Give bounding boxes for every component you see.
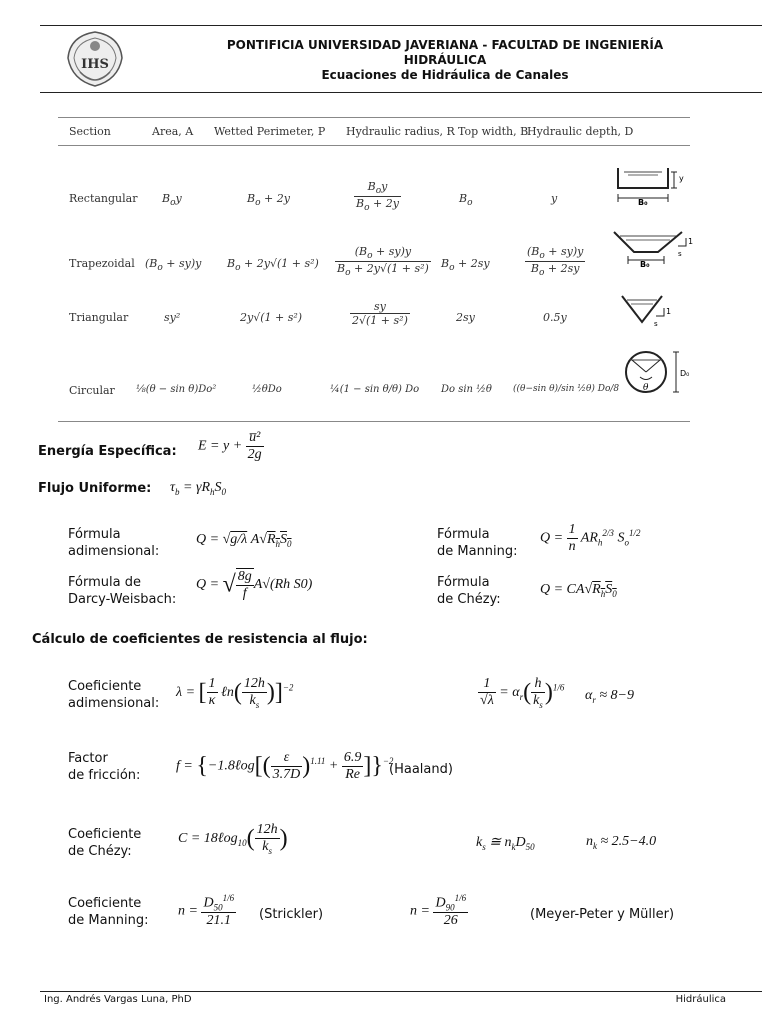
circ-depth: ((θ−sin θ)/sin ½θ) Do/8 bbox=[513, 384, 620, 394]
tri-radius: $\frac{sy}{\text{2√(1 + s²)}}$ bbox=[352, 300, 408, 327]
adim-equation: Q = √g/λ $A√R_hS_0$ bbox=[196, 532, 292, 549]
coef-chezy-equation: C = 18ℓog$_{10}$( $\frac{12h}{k_s}$ ) bbox=[178, 822, 288, 856]
svg-text:D₀: D₀ bbox=[680, 369, 690, 378]
haaland-label: (Haaland) bbox=[389, 762, 453, 777]
coef-manning-label: Coeficiente de Manning: bbox=[68, 896, 149, 928]
trap-depth: $\frac{(B_o + sy)y}{B_o + 2sy}$ bbox=[527, 245, 584, 279]
row-label-triangular: Triangular bbox=[69, 311, 129, 324]
trap-area: $(B_o + sy)y$ bbox=[145, 257, 202, 274]
strickler-label: (Strickler) bbox=[259, 907, 324, 922]
th-area: Area, A bbox=[152, 125, 194, 138]
footer-rule bbox=[40, 991, 762, 992]
rect-topwidth: $B_o$ bbox=[459, 192, 473, 209]
header-institution: PONTIFICIA UNIVERSIDAD JAVERIANA - FACULTAD DE INGENIERÍA bbox=[226, 38, 664, 52]
footer-subject: Hidráulica bbox=[675, 994, 726, 1005]
row-label-rectangular: Rectangular bbox=[69, 192, 138, 205]
ks-equation: $k_s$ ≅ $n_kD_{50}$ bbox=[476, 835, 535, 852]
th-radius: Hydraulic radius, R bbox=[346, 125, 455, 138]
svg-text:θ: θ bbox=[643, 383, 649, 393]
row-label-trapezoidal: Trapezoidal bbox=[69, 257, 135, 270]
strickler-equation: n = $\frac{D_{50}^{1/6}}{21.1}$ bbox=[178, 893, 235, 929]
circ-area: ⅛(θ − sin θ)Do² bbox=[136, 384, 217, 395]
manning-formula-equation: Q = $\frac{1}{n}$ $AR_h^{2/3}$ $S_o^{1/2}$ bbox=[540, 522, 641, 554]
row-label-circular: Circular bbox=[69, 384, 115, 397]
trap-radius: $\frac{(B_o + sy)y}{B_o + 2y√(1 + s^2)}$ bbox=[337, 245, 429, 279]
table-bottom-rule bbox=[58, 421, 690, 422]
manning-formula-label: Fórmula de Manning: bbox=[437, 527, 518, 559]
coef-adim-equation: λ = [ $\frac{1}{\kappa}$ ℓn( $\frac{12h}{k_s}$ )]$^{-2}$ bbox=[176, 676, 294, 710]
rect-depth: y bbox=[551, 192, 558, 205]
svg-text:y: y bbox=[679, 174, 684, 183]
energia-label: Energía Específica: bbox=[38, 444, 177, 459]
circular-section-sketch bbox=[616, 346, 696, 396]
circ-topwidth: Do sin ½θ bbox=[441, 384, 492, 395]
uniforme-equation: $\tau_b = \gamma R_hS_0$ bbox=[170, 480, 227, 497]
tri-area: sy² bbox=[164, 311, 181, 324]
footer-author: Ing. Andrés Vargas Luna, PhD bbox=[44, 994, 192, 1005]
trap-perimeter: $B_o + 2y√(1 + s^2)$ bbox=[227, 257, 319, 274]
coef-adim-label: Coeficiente adimensional: bbox=[68, 679, 160, 711]
th-topwidth: Top width, B bbox=[458, 125, 529, 138]
alpha-range: $\alpha_r \approx 8-9$ bbox=[585, 688, 635, 705]
trap-topwidth: $B_o + 2sy$ bbox=[441, 257, 490, 274]
coef-chezy-label: Coeficiente de Chézy: bbox=[68, 827, 142, 859]
resistencia-title: Cálculo de coeficientes de resistencia al flujo: bbox=[32, 632, 368, 647]
friccion-label: Factor de fricción: bbox=[68, 751, 141, 783]
mpm-label: (Meyer-Peter y Müller) bbox=[530, 907, 675, 922]
tri-depth: 0.5y bbox=[543, 311, 567, 324]
rect-perimeter: $B_o + 2y$ bbox=[247, 192, 290, 209]
rect-radius: $B_oy$ $B_o + 2y$ bbox=[356, 180, 399, 214]
tri-perimeter: 2y√(1 + s²) bbox=[240, 311, 303, 324]
th-perimeter: Wetted Perimeter, P bbox=[214, 125, 326, 138]
svg-text:1: 1 bbox=[688, 237, 694, 246]
triangular-section-sketch bbox=[618, 290, 678, 330]
circ-radius: ¼(1 − sin θ/θ) Do bbox=[330, 384, 420, 395]
svg-text:s: s bbox=[654, 320, 658, 328]
svg-text:B₀: B₀ bbox=[638, 198, 648, 207]
adim-label: Fórmula adimensional: bbox=[68, 527, 160, 559]
table-header-rule bbox=[58, 145, 690, 146]
th-section: Section bbox=[69, 125, 111, 138]
header-bottom-rule bbox=[40, 92, 762, 93]
coef-adim-equation-2: $\frac{1}{√\lambda}$ = $\alpha_r$( $\frac{h}{k_s}$ )$^{1/6}$ bbox=[480, 676, 565, 710]
darcy-label: Fórmula de Darcy-Weisbach: bbox=[68, 575, 177, 607]
nk-range: $n_k \approx 2.5-4.0$ bbox=[586, 834, 657, 851]
rectangular-section-sketch bbox=[612, 164, 696, 208]
tri-topwidth: 2sy bbox=[456, 311, 475, 324]
friccion-equation: f = {−1.8ℓog[( $\frac{\varepsilon}{3.7D}$ )$^{1.11}$ + $\frac{6.9}{Re}$ ]}$^{-2}$ bbox=[176, 750, 394, 782]
circ-perimeter: ½θDo bbox=[252, 384, 282, 395]
university-logo bbox=[60, 28, 130, 90]
header-top-rule bbox=[40, 25, 762, 26]
svg-text:IHS: IHS bbox=[81, 57, 109, 72]
header-title: Ecuaciones de Hidráulica de Canales bbox=[321, 68, 569, 82]
uniforme-label: Flujo Uniforme: bbox=[38, 481, 152, 496]
svg-text:B₀: B₀ bbox=[640, 260, 650, 269]
table-top-rule bbox=[58, 117, 690, 118]
rect-area: $B_oy$ bbox=[162, 192, 182, 209]
mpm-equation: n = $\frac{D_{90}^{1/6}}{26}$ bbox=[410, 893, 467, 929]
chezy-formula-label: Fórmula de Chézy: bbox=[437, 575, 501, 607]
header-subject: HIDRÁULICA bbox=[403, 53, 487, 67]
svg-text:1: 1 bbox=[666, 307, 672, 316]
chezy-formula-equation: $Q = CA√R_hS_0$ bbox=[540, 582, 617, 599]
svg-text:s: s bbox=[678, 250, 682, 258]
th-depth: Hydraulic depth, D bbox=[527, 125, 634, 138]
darcy-equation: Q = √ $\frac{8g}{f}$ A√(Rh S0) bbox=[196, 569, 313, 601]
trapezoidal-section-sketch bbox=[610, 226, 696, 270]
energia-equation: E = y + $\frac{\text{u̅²}}{2g}$ bbox=[198, 430, 262, 462]
